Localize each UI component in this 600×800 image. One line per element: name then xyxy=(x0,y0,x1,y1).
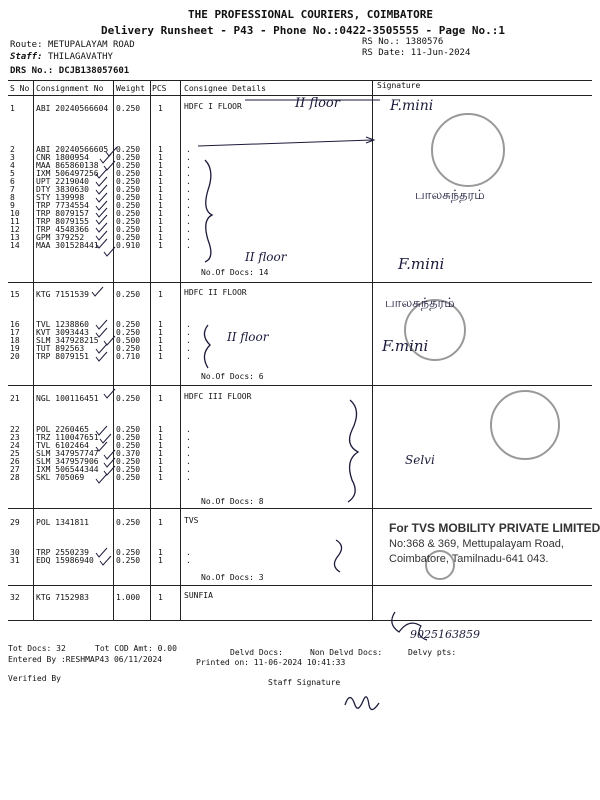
row-consignment-no: TRZ 110047651 xyxy=(36,433,99,442)
consignee-dot: . xyxy=(186,433,191,442)
row-pcs: 1 xyxy=(158,185,163,194)
row-sno: 26 xyxy=(10,457,20,466)
row-consignment-no: IXM 506544344 xyxy=(36,465,99,474)
consignee-dot: . xyxy=(186,449,191,458)
row-consignment-no: POL 2260465 xyxy=(36,425,89,434)
tvs-stamp-line2: No:368 & 369, Mettupalayam Road, xyxy=(389,538,564,550)
consignee-dot: . xyxy=(186,169,191,178)
company-name: THE PROFESSIONAL COURIERS, COIMBATORE xyxy=(188,8,434,21)
row-sno: 14 xyxy=(10,241,20,250)
route-label: Route: xyxy=(10,40,43,50)
nodocs-group-2: No.Of Docs: 6 xyxy=(201,372,264,381)
row-weight: 0.250 xyxy=(116,425,141,434)
row-consignment-no: TRP 4548366 xyxy=(36,225,89,234)
row-sno: 6 xyxy=(10,177,15,186)
row-sno: 15 xyxy=(10,290,20,299)
brace-mark xyxy=(204,325,210,368)
col-sno: S No xyxy=(10,84,30,93)
row-consignment-no: SLM 347928215 xyxy=(36,336,99,345)
consignee-dot: . xyxy=(186,201,191,210)
consignee-dot: . xyxy=(186,161,191,170)
row-sno: 5 xyxy=(10,169,15,178)
signature-fmini-3: F.mini xyxy=(382,337,429,355)
row-weight: 0.250 xyxy=(116,548,141,557)
row-weight: 0.250 xyxy=(116,225,141,234)
signature-tamil-1: பாலசுந்தரம் xyxy=(415,188,485,203)
non-delivered-docs: Non Delvd Docs: xyxy=(310,648,383,657)
row-sno: 17 xyxy=(10,328,20,337)
row-pcs: 1 xyxy=(158,233,163,242)
row-weight: 0.250 xyxy=(116,328,141,337)
consignee-dot: . xyxy=(186,344,191,353)
row-weight: 0.250 xyxy=(116,556,141,565)
row-consignment-no: TRP 8079155 xyxy=(36,217,89,226)
row-pcs: 1 xyxy=(158,344,163,353)
drs-value: DCJB138057601 xyxy=(58,66,130,76)
row-pcs: 1 xyxy=(158,104,163,113)
row-pcs: 1 xyxy=(158,352,163,361)
row-pcs: 1 xyxy=(158,217,163,226)
row-weight: 0.250 xyxy=(116,465,141,474)
row-weight: 0.250 xyxy=(116,320,141,329)
row-consignment-no: TRP 8079157 xyxy=(36,209,89,218)
row-consignment-no: TVL 6102464 xyxy=(36,441,89,450)
row-sno: 31 xyxy=(10,556,20,565)
row-pcs: 1 xyxy=(158,548,163,557)
tvs-stamp-line1: For TVS MOBILITY PRIVATE LIMITED xyxy=(389,521,600,535)
row-pcs: 1 xyxy=(158,209,163,218)
consignee-dot: . xyxy=(186,457,191,466)
consignee-dot: . xyxy=(186,153,191,162)
row-weight: 0.500 xyxy=(116,336,141,345)
consignee-dot: . xyxy=(186,352,191,361)
row-pcs: 1 xyxy=(158,177,163,186)
row-pcs: 1 xyxy=(158,320,163,329)
consignee-dot: . xyxy=(186,217,191,226)
row-sno: 25 xyxy=(10,449,20,458)
consignee-dot: . xyxy=(186,473,191,482)
row-weight: 0.250 xyxy=(116,290,141,299)
nodocs-group-4: No.Of Docs: 3 xyxy=(201,573,264,582)
row-weight: 0.250 xyxy=(116,433,141,442)
row-pcs: 1 xyxy=(158,336,163,345)
row-pcs: 1 xyxy=(158,225,163,234)
row-weight: 0.250 xyxy=(116,441,141,450)
row-pcs: 1 xyxy=(158,241,163,250)
total-cod: Tot COD Amt: 0.00 xyxy=(95,644,177,653)
consignee-hdfc-3: HDFC III FLOOR xyxy=(184,392,252,401)
row-weight: 0.250 xyxy=(116,457,141,466)
row-weight: 0.250 xyxy=(116,394,141,403)
entered-by: Entered By :RESHMAP43 06/11/2024 xyxy=(8,655,163,664)
rs-date-label: RS Date: xyxy=(362,48,406,58)
row-consignment-no: ABI 20240566605 xyxy=(36,145,109,154)
row-sno: 21 xyxy=(10,394,20,403)
row-pcs: 1 xyxy=(158,441,163,450)
row-weight: 0.710 xyxy=(116,352,141,361)
nodocs-group-3: No.Of Docs: 8 xyxy=(201,497,264,506)
col-pcs: PCS xyxy=(152,84,167,93)
row-sno: 12 xyxy=(10,225,20,234)
row-sno: 30 xyxy=(10,548,20,557)
row-consignment-no: EDQ 15986940 xyxy=(36,556,94,565)
consignee-dot: . xyxy=(186,145,191,154)
row-sno: 7 xyxy=(10,185,15,194)
row-sno: 11 xyxy=(10,217,20,226)
consignee-dot: . xyxy=(186,233,191,242)
row-weight: 0.250 xyxy=(116,153,141,162)
floor-note-1: II floor xyxy=(295,96,340,111)
consignee-dot: . xyxy=(186,328,191,337)
bank-stamp-ring xyxy=(491,391,559,459)
row-consignment-no: ABI 20240566604 xyxy=(36,104,109,113)
row-sno: 27 xyxy=(10,465,20,474)
row-consignment-no: GPM 379252 xyxy=(36,233,85,242)
delivery-points: Delvy pts: xyxy=(408,648,457,657)
brace-mark xyxy=(334,540,341,572)
signature-fmini-2: F.mini xyxy=(398,255,445,273)
brace-mark xyxy=(205,160,212,262)
consignee-dot: . xyxy=(186,209,191,218)
row-weight: 0.250 xyxy=(116,518,141,527)
row-weight: 1.000 xyxy=(116,593,141,602)
consignee-dot: . xyxy=(186,241,191,250)
row-consignment-no: KVT 3093443 xyxy=(36,328,89,337)
row-pcs: 1 xyxy=(158,449,163,458)
row-sno: 13 xyxy=(10,233,20,242)
signature-tamil-2: பாலசுந்தரம் xyxy=(385,296,455,311)
row-consignment-no: KTG 7151539 xyxy=(36,290,89,299)
row-consignment-no: DTY 3830630 xyxy=(36,185,89,194)
row-weight: 0.250 xyxy=(116,145,141,154)
row-pcs: 1 xyxy=(158,201,163,210)
signature-fmini-1: F.mini xyxy=(390,98,434,114)
row-consignment-no: KTG 7152983 xyxy=(36,593,89,602)
consignee-sunfia: SUNFIA xyxy=(184,591,213,600)
floor-note-2: II floor xyxy=(245,250,287,264)
route-value: METUPALAYAM ROAD xyxy=(47,40,135,50)
row-consignment-no: MAA 865860138 xyxy=(36,161,99,170)
row-weight: 0.250 xyxy=(116,161,141,170)
consignee-dot: . xyxy=(186,548,191,557)
col-consignee: Consignee Details xyxy=(184,84,266,93)
row-consignment-no: TRP 7734554 xyxy=(36,201,89,210)
row-pcs: 1 xyxy=(158,556,163,565)
row-weight: 0.250 xyxy=(116,185,141,194)
consignee-dot: . xyxy=(186,441,191,450)
row-consignment-no: TRP 8079151 xyxy=(36,352,89,361)
consignee-hdfc-2: HDFC II FLOOR xyxy=(184,288,247,297)
row-pcs: 1 xyxy=(158,433,163,442)
row-consignment-no: UPT 2219040 xyxy=(36,177,89,186)
nodocs-group-1: No.Of Docs: 14 xyxy=(201,268,269,277)
row-pcs: 1 xyxy=(158,161,163,170)
row-weight: 0.250 xyxy=(116,201,141,210)
row-consignment-no: SLM 347957747 xyxy=(36,449,99,458)
staff-signature-label: Staff Signature xyxy=(268,678,341,687)
row-sno: 2 xyxy=(10,145,15,154)
row-sno: 9 xyxy=(10,201,15,210)
row-weight: 0.250 xyxy=(116,193,141,202)
tvs-stamp-line3: Coimbatore, Tamilnadu-641 043. xyxy=(389,553,549,565)
row-sno: 1 xyxy=(10,104,15,113)
row-pcs: 1 xyxy=(158,518,163,527)
row-consignment-no: CNR 1800954 xyxy=(36,153,89,162)
row-weight: 0.250 xyxy=(116,209,141,218)
staff-label: Staff: xyxy=(10,52,43,62)
row-weight: 0.910 xyxy=(116,241,141,250)
row-pcs: 1 xyxy=(158,425,163,434)
col-consignment: Consignment No xyxy=(36,84,104,93)
row-sno: 24 xyxy=(10,441,20,450)
drs-label: DRS No.: xyxy=(10,66,54,76)
row-consignment-no: SLM 347957906 xyxy=(36,457,99,466)
row-sno: 32 xyxy=(10,593,20,602)
row-sno: 4 xyxy=(10,161,15,170)
row-sno: 8 xyxy=(10,193,15,202)
consignee-hdfc-1: HDFC I FLOOR xyxy=(184,102,242,111)
row-sno: 23 xyxy=(10,433,20,442)
consignee-tvs: TVS xyxy=(184,516,199,525)
row-sno: 20 xyxy=(10,352,20,361)
total-docs: Tot Docs: 32 xyxy=(8,644,66,653)
row-pcs: 1 xyxy=(158,457,163,466)
consignee-dot: . xyxy=(186,225,191,234)
row-sno: 16 xyxy=(10,320,20,329)
brace-mark xyxy=(348,400,358,502)
row-consignment-no: POL 1341811 xyxy=(36,518,89,527)
row-weight: 0.250 xyxy=(116,233,141,242)
row-sno: 18 xyxy=(10,336,20,345)
row-weight: 0.250 xyxy=(116,177,141,186)
row-pcs: 1 xyxy=(158,593,163,602)
row-weight: 0.250 xyxy=(116,473,141,482)
rs-no-label: RS No.: xyxy=(362,37,400,47)
row-pcs: 1 xyxy=(158,290,163,299)
consignee-dot: . xyxy=(186,425,191,434)
row-consignment-no: MAA 301528441 xyxy=(36,241,99,250)
verified-by: Verified By xyxy=(8,674,61,683)
consignee-dot: . xyxy=(186,185,191,194)
staff-signature-scribble xyxy=(345,697,379,710)
consignee-dot: . xyxy=(186,336,191,345)
row-consignment-no: IXM 506497256 xyxy=(36,169,99,178)
row-sno: 10 xyxy=(10,209,20,218)
row-weight: 0.370 xyxy=(116,449,141,458)
consignee-dot: . xyxy=(186,177,191,186)
row-sno: 19 xyxy=(10,344,20,353)
row-weight: 0.250 xyxy=(116,104,141,113)
signature-selvi: Selvi xyxy=(405,453,435,467)
row-consignment-no: STY 139998 xyxy=(36,193,85,202)
row-pcs: 1 xyxy=(158,153,163,162)
handwritten-phone: 9025163859 xyxy=(410,628,480,641)
row-weight: 0.250 xyxy=(116,169,141,178)
col-weight: Weight xyxy=(116,84,145,93)
row-pcs: 1 xyxy=(158,145,163,154)
row-sno: 3 xyxy=(10,153,15,162)
row-sno: 29 xyxy=(10,518,20,527)
row-consignment-no: TVL 1238860 xyxy=(36,320,89,329)
row-pcs: 1 xyxy=(158,473,163,482)
printed-on: Printed on: 11-06-2024 10:41:33 xyxy=(196,658,346,667)
row-pcs: 1 xyxy=(158,465,163,474)
consignee-dot: . xyxy=(186,556,191,565)
row-pcs: 1 xyxy=(158,193,163,202)
row-sno: 28 xyxy=(10,473,20,482)
consignee-dot: . xyxy=(186,193,191,202)
col-signature: Signature xyxy=(377,81,421,90)
row-consignment-no: NGL 100116451 xyxy=(36,394,99,403)
row-consignment-no: TRP 2550239 xyxy=(36,548,89,557)
row-weight: 0.250 xyxy=(116,217,141,226)
arrow-line xyxy=(198,140,372,146)
row-consignment-no: TUT 892563 xyxy=(36,344,85,353)
rs-no-value: 1380576 xyxy=(405,37,444,47)
row-weight: 0.250 xyxy=(116,344,141,353)
row-pcs: 1 xyxy=(158,394,163,403)
delivered-docs: Delvd Docs: xyxy=(230,648,283,657)
consignee-dot: . xyxy=(186,320,191,329)
staff-value: THILAGAVATHY xyxy=(47,52,113,62)
bank-stamp-ring xyxy=(432,114,504,186)
row-pcs: 1 xyxy=(158,328,163,337)
floor-note-3: II floor xyxy=(227,330,269,344)
row-consignment-no: SKL 705069 xyxy=(36,473,85,482)
row-pcs: 1 xyxy=(158,169,163,178)
consignee-dot: . xyxy=(186,465,191,474)
runsheet-subtitle: Delivery Runsheet - P43 - Phone No.:0422-3505555 - Page No.:1 xyxy=(101,24,505,37)
row-sno: 22 xyxy=(10,425,20,434)
rs-date-value: 11-Jun-2024 xyxy=(410,48,471,58)
